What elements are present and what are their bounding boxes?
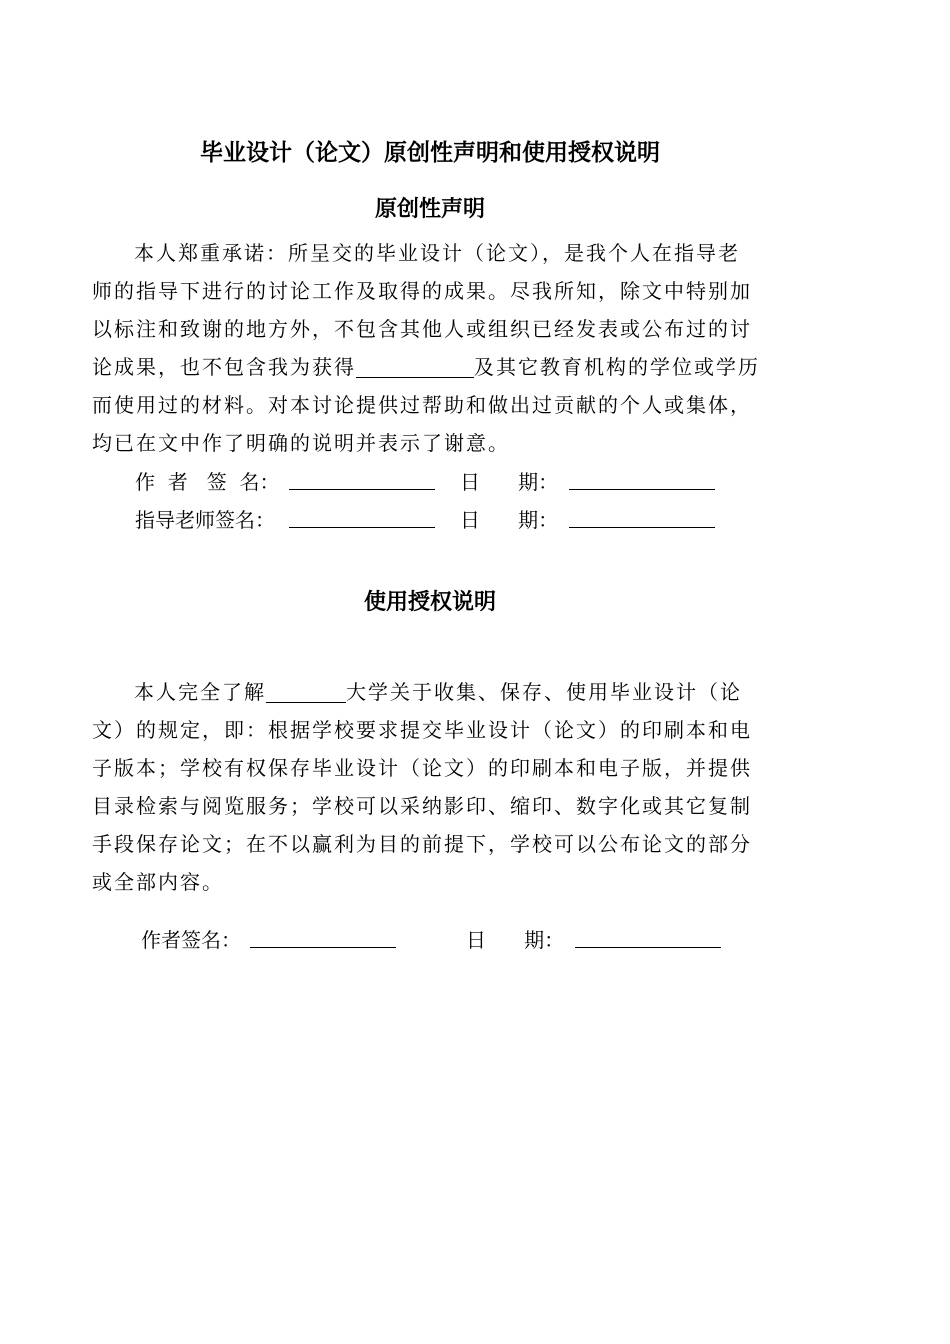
date-blank	[575, 947, 721, 948]
statement-line: 以标注和致谢的地方外，不包含其他人或组织已经发表或公布过的讨	[92, 317, 752, 341]
author-signature-blank	[289, 489, 435, 490]
statement-line: 本人郑重承诺：所呈交的毕业设计（论文），是我个人在指导老	[134, 241, 740, 265]
statement-line: 手段保存论文；在不以赢利为目的前提下，学校可以公布论文的部分	[92, 832, 752, 856]
date-label: 日 期：	[460, 470, 559, 494]
advisor-signature-row	[0, 503, 950, 537]
statement-line: 而使用过的材料。对本讨论提供过帮助和做出过贡献的个人或集体，	[92, 393, 752, 417]
statement-text: 及其它教育机构的学位或学历	[474, 355, 760, 379]
date-label: 日 期：	[466, 928, 565, 952]
originality-heading: 原创性声明	[374, 197, 485, 222]
statement-line: 师的指导下进行的讨论工作及取得的成果。尽我所知，除文中特别加	[92, 279, 752, 303]
author-signature-blank	[250, 947, 396, 948]
author-signature-label: 作者签名：	[141, 928, 241, 952]
statement-line-with-blank	[92, 673, 772, 711]
statement-line: 文）的规定，即：根据学校要求提交毕业设计（论文）的印刷本和电	[92, 718, 752, 742]
statement-line: 均已在文中作了明确的说明并表示了谢意。	[92, 431, 510, 455]
statement-text: 大学关于收集、保存、使用毕业设计（论	[346, 680, 742, 704]
advisor-signature-blank	[289, 527, 435, 528]
date-blank	[569, 527, 715, 528]
statement-line: 子版本；学校有权保存毕业设计（论文）的印刷本和电子版，并提供	[92, 756, 752, 780]
institution-blank	[356, 353, 474, 378]
date-blank	[569, 489, 715, 490]
statement-line: 或全部内容。	[92, 870, 224, 894]
authorization-heading: 使用授权说明	[363, 590, 496, 615]
statement-text: 本人完全了解	[134, 680, 266, 704]
author-signature-label: 作 者 签 名：	[135, 470, 280, 494]
author-signature-row	[0, 923, 950, 957]
statement-line-with-blank	[92, 348, 772, 386]
authorization-statement	[92, 673, 772, 901]
university-blank	[266, 678, 346, 703]
originality-statement	[92, 234, 772, 462]
date-label: 日 期：	[460, 508, 559, 532]
author-signature-row	[0, 465, 950, 499]
advisor-signature-label: 指导老师签名：	[135, 508, 275, 532]
document-title: 毕业设计（论文）原创性声明和使用授权说明	[200, 140, 660, 166]
statement-line: 目录检索与阅览服务；学校可以采纳影印、缩印、数字化或其它复制	[92, 794, 752, 818]
statement-text: 论成果，也不包含我为获得	[92, 355, 356, 379]
